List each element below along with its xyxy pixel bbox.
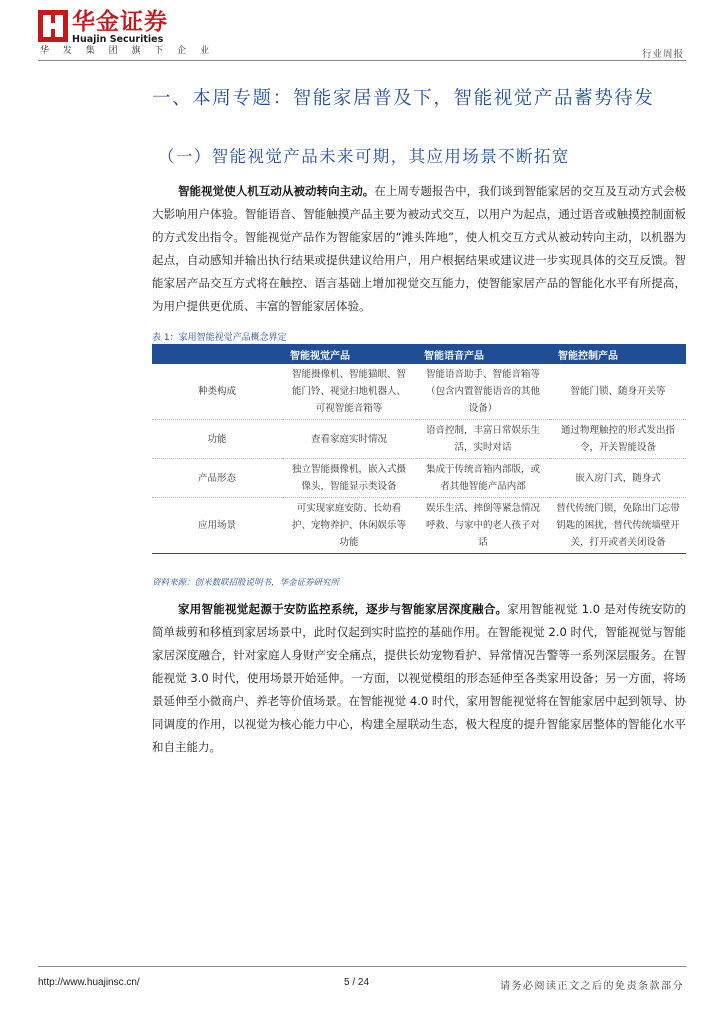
huajin-logo-icon bbox=[38, 10, 68, 42]
table-header-row bbox=[152, 344, 686, 364]
table-cell: 查看家庭实时情况 bbox=[282, 420, 416, 459]
table-source-note: 资料来源：创米数联招股说明书，华金证券研究所 bbox=[152, 578, 340, 588]
page-header bbox=[38, 6, 686, 66]
subsection-title: （一）智能视觉产品未来可期，其应用场景不断拓宽 bbox=[158, 147, 570, 166]
section-title: 一、本周专题：智能家居普及下，智能视觉产品蓄势待发 bbox=[152, 88, 655, 109]
footer-website-link[interactable]: http://www.huajinsc.cn/ bbox=[38, 977, 140, 988]
paragraph-evolution bbox=[152, 598, 686, 759]
table-row-label: 应用场景 bbox=[152, 498, 282, 554]
table-cell: 娱乐生活、摔倒等紧急情况呼救、与家中的老人孩子对话 bbox=[416, 498, 550, 554]
table-row-label: 产品形态 bbox=[152, 459, 282, 498]
table-cell: 通过物理触控的形式发出指令，开关智能设备 bbox=[550, 420, 686, 459]
table-row bbox=[152, 420, 686, 459]
table-row-label: 种类构成 bbox=[152, 364, 282, 420]
concept-table bbox=[152, 344, 686, 554]
page-footer bbox=[38, 966, 686, 1006]
paragraph-evolution-body: 家用智能视觉 1.0 是对传统安防的简单裁剪和移植到家居场景中，此时仅起到实时监控的基础作用。在智能视觉 2.0 时代，智能视觉与智能家居深度融合，针对家庭人身财产安全痛点，提供长幼宠物看护、异常情况告警等一系列深层服务。在智能视觉 3.0 时代，使用场景开始延伸。一方面，以视觉模组的形态延伸至各类家用设备；另一方面，将场景延伸至小微商户、养老等价值场景。在智能视觉 4.0 时代，家用智能视觉将在智能家居中起到领导、协同调度的作用，以视觉为核心能力中心，构建全屋联动生态，极大程度的提升智能家居整体的智能化水平和自主能力。 bbox=[152, 602, 686, 754]
logo-chinese-name: 华金证券 bbox=[72, 9, 168, 35]
table-header-cell: 智能语音产品 bbox=[416, 344, 550, 364]
table-row bbox=[152, 498, 686, 554]
report-type-label: 行业周报 bbox=[641, 49, 684, 60]
page-number: 5 / 24 bbox=[344, 977, 370, 988]
paragraph-intro-lead: 智能视觉使人机互动从被动转向主动。 bbox=[178, 184, 375, 198]
table-row bbox=[152, 364, 686, 420]
paragraph-intro bbox=[152, 180, 686, 318]
paragraph-intro-body: 在上周专题报告中，我们谈到智能家居的交互及互动方式会极大影响用户体验。智能语音、智能触摸产品主要为被动式交互，以用户为起点，通过语音或触摸控制面板的方式发出指令。智能视觉产品作为智能家居的“滩头阵地”，使人机交互方式从被动转向主动，以机器为起点，自动感知并输出执行结果或提供建议给用户，用户根据结果或建议进一步实现具体的交互反馈。智能家居产品交互方式将在触控、语言基础上增加视觉交互能力，使智能家居产品的智能化水平有所提高，为用户提供更优质、丰富的智能家居体验。 bbox=[152, 184, 687, 313]
table-caption: 表 1：家用智能视觉产品概念界定 bbox=[152, 333, 287, 343]
table-cell: 嵌入房门式，随身式 bbox=[550, 459, 686, 498]
table-cell: 集成于传统音箱内部版，或者其他智能产品内部 bbox=[416, 459, 550, 498]
table-cell: 智能门锁、随身开关等 bbox=[550, 364, 686, 420]
table-row bbox=[152, 459, 686, 498]
table-header-cell: 智能控制产品 bbox=[550, 344, 686, 364]
table-row-label: 功能 bbox=[152, 420, 282, 459]
footer-disclaimer: 请务必阅读正文之后的免责条款部分 bbox=[500, 981, 684, 992]
header-divider bbox=[38, 60, 686, 61]
logo-english-name: Huajin Securities bbox=[72, 34, 164, 45]
table-header-cell: 智能视觉产品 bbox=[282, 344, 416, 364]
table-cell: 智能语音助手、智能音箱等（包含内置智能语音的其他设备） bbox=[416, 364, 550, 420]
table-cell: 智能摄像机、智能猫眼、智能门铃、视觉扫地机器人、可视智能音箱等 bbox=[282, 364, 416, 420]
table-cell: 独立智能摄像机，嵌入式摄像头，智能显示类设备 bbox=[282, 459, 416, 498]
table-cell: 语音控制，丰富日常娱乐生活，实时对话 bbox=[416, 420, 550, 459]
table-cell: 可实现家庭安防、长幼看护、宠物养护、休闲娱乐等功能 bbox=[282, 498, 416, 554]
table-cell: 替代传统门锁，免除出门忘带钥匙的困扰，替代传统墙壁开关，打开或者关闭设备 bbox=[550, 498, 686, 554]
footer-divider bbox=[38, 966, 686, 967]
table-header-cell bbox=[152, 344, 282, 364]
paragraph-evolution-lead: 家用智能视觉起源于安防监控系统，逐步与智能家居深度融合。 bbox=[178, 602, 508, 616]
logo-slogan: 华 发 集 团 旗 下 企 业 bbox=[40, 46, 215, 56]
